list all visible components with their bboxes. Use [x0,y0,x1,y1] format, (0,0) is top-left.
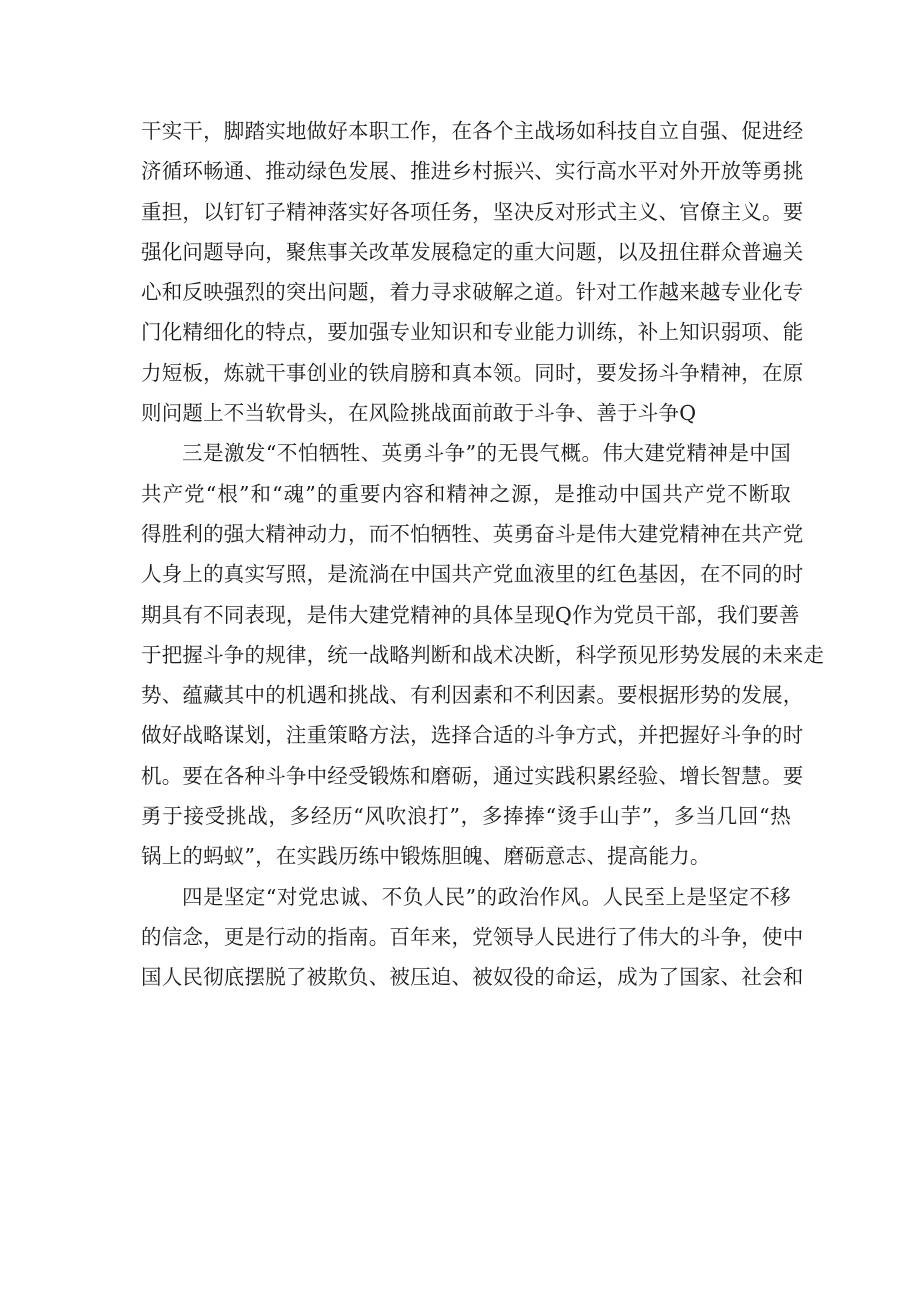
text-line: 济循环畅通、推动绿色发展、推进乡村振兴、实行高水平对外开放等勇挑 [141,159,804,184]
text-line: 勇于接受挑战，多经历“风吹浪打”，多捧捧“烫手山芋”，多当几回“热 [141,804,791,829]
text-line: 国人民彻底摆脱了被欺负、被压迫、被奴役的命运，成为了国家、社会和 [141,965,804,990]
text-line: 于把握斗争的规律，统一战略判断和战术决断，科学预见形势发展的未来走 [141,642,825,667]
text-line: 门化精细化的特点，要加强专业知识和专业能力训练，补上知识弱项、能 [141,320,804,345]
text-line: 势、蕴藏其中的机遇和挑战、有利因素和不利因素。要根据形势的发展， [141,683,804,708]
text-line: 力短板，炼就干事创业的铁肩膀和真本领。同时，要发扬斗争精神，在原 [141,360,804,385]
text-line: 则问题上不当软骨头，在风险挑战面前敢于斗争、善于斗争Q [141,401,697,426]
text-line: 重担，以钉钉子精神落实好各项任务，坚决反对形式主义、官僚主义。要 [141,199,804,224]
text-line: 锅上的蚂蚁”，在实践历练中锻炼胆魄、磨砺意志、提高能力。 [141,844,711,869]
text-line: 干实干，脚踏实地做好本职工作，在各个主战场如科技自立自强、促进经 [141,119,804,143]
text-line: 得胜利的强大精神动力，而不怕牺牲、英勇奋斗是伟大建党精神在共产党 [141,521,804,546]
paragraph-heading-three: 三是激发“不怕牺牲、英勇斗争”的无畏气概。伟大建党精神是中国 [182,441,791,466]
text-line: 共产党“根”和“魂”的重要内容和精神之源，是推动中国共产党不断取 [141,481,791,506]
text-line: 人身上的真实写照，是流淌在中国共产党血液里的红色基因，在不同的时 [141,562,804,587]
text-line: 机。要在各种斗争中经受锻炼和磨砺，通过实践积累经验、增长智慧。要 [141,763,804,788]
text-line: 的信念，更是行动的指南。百年来，党领导人民进行了伟大的斗争，使中 [141,924,804,949]
text-line: 期具有不同表现，是伟大建党精神的具体呈现Q作为党员干部，我们要善 [141,602,800,627]
body-text [141,111,825,998]
text-line: 做好战略谋划，注重策略方法，选择合适的斗争方式，并把握好斗争的时 [141,723,804,748]
text-line: 心和反映强烈的突出问题，着力寻求破解之道。针对工作越来越专业化专 [141,280,804,305]
text-line: 强化问题导向，聚焦事关改革发展稳定的重大问题，以及扭住群众普遍关 [141,239,804,264]
paragraph-heading-four: 四是坚定“对党忠诚、不负人民”的政治作风。人民至上是坚定不移 [182,884,791,909]
